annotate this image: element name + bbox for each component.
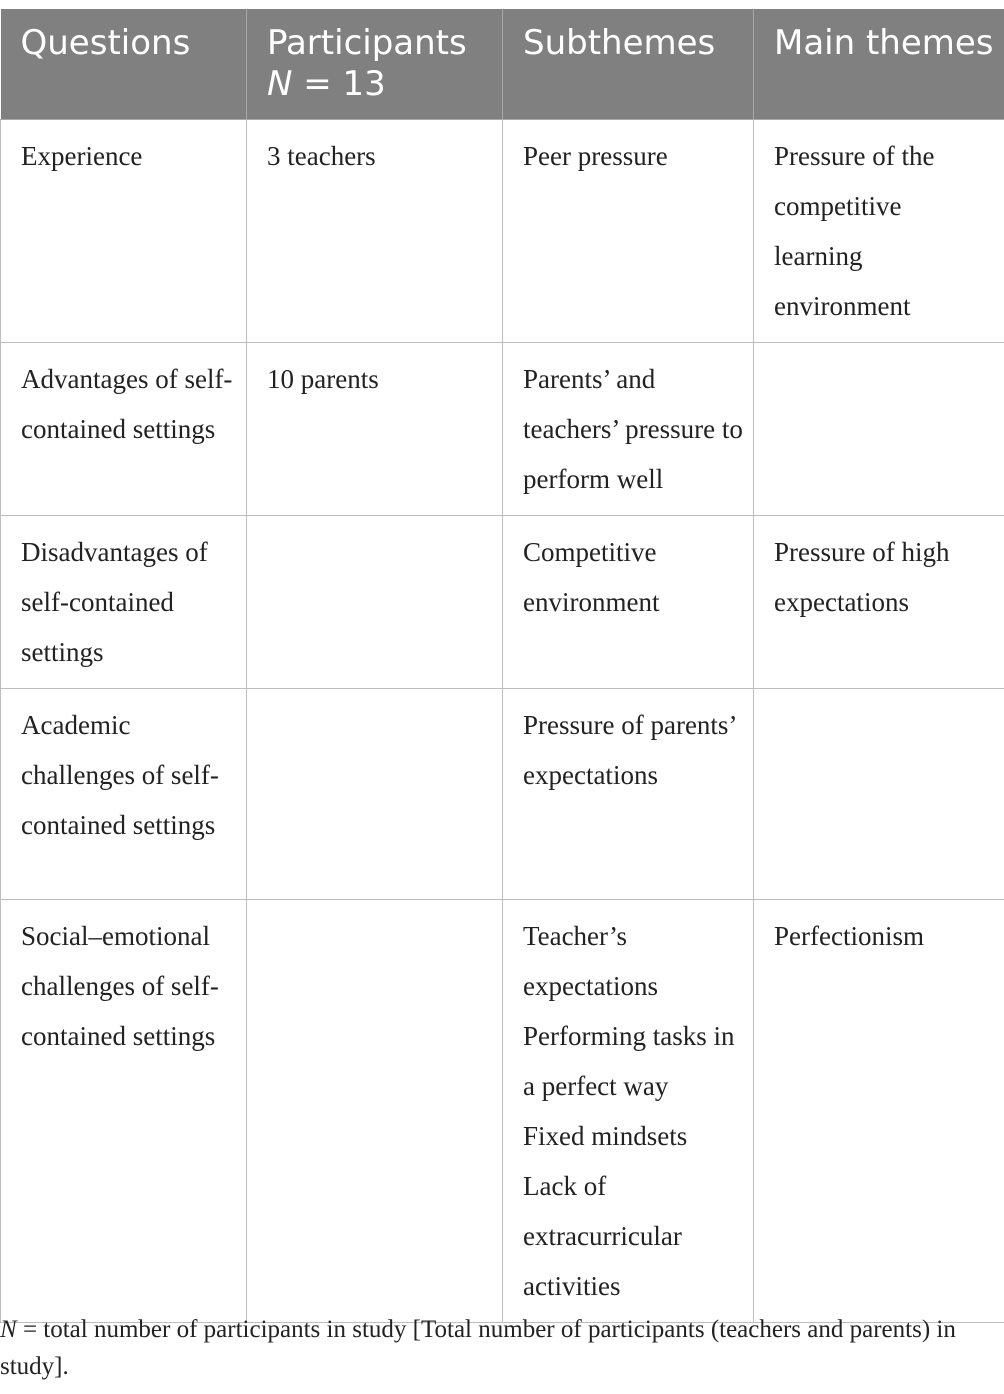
subtheme-item: Teacher’s expectations: [523, 921, 658, 1001]
subtheme-item: Fixed mindsets: [523, 1121, 688, 1151]
subtheme-item: Peer pressure: [523, 141, 668, 171]
header-main-themes: Main themes: [754, 9, 1004, 120]
main-theme-cell: [754, 689, 1004, 900]
n-value: = 13: [292, 64, 386, 104]
subtheme-item: Pressure of parents’ expectations: [523, 710, 736, 790]
header-participants-label: Participants: [267, 23, 467, 63]
question-cell: Experience: [1, 120, 247, 343]
subthemes-cell: [503, 900, 754, 1323]
themes-table: [0, 9, 1004, 1323]
subtheme-item: Performing tasks in a perfect way: [523, 1021, 735, 1101]
subtheme-item: Competitive environment: [523, 537, 660, 617]
main-theme-cell: Perfectionism: [754, 900, 1004, 1323]
subthemes-cell: [503, 516, 754, 689]
table-row: [1, 120, 1004, 343]
subthemes-cell: [503, 343, 754, 516]
question-cell: Social–emotional challenges of self-contained settings: [1, 900, 247, 1323]
main-theme-cell: Pressure of high expectations: [754, 516, 1004, 689]
main-theme-cell: [754, 343, 1004, 516]
table-row: [1, 516, 1004, 689]
header-participants: [247, 9, 503, 120]
participants-cell: [247, 689, 503, 900]
subthemes-cell: [503, 689, 754, 900]
participants-cell: 3 teachers: [247, 120, 503, 343]
footnote-n-symbol: N: [0, 1316, 17, 1343]
table-footnote: [0, 1311, 1000, 1385]
table-row: [1, 343, 1004, 516]
participants-cell: [247, 900, 503, 1323]
participants-cell: [247, 516, 503, 689]
header-row: [1, 9, 1004, 120]
subtheme-item: Lack of extracurricular activities: [523, 1171, 682, 1301]
header-questions: Questions: [1, 9, 247, 120]
question-cell: Academic challenges of self-contained settings: [1, 689, 247, 900]
main-theme-cell: Pressure of the competitive learning environment: [754, 120, 1004, 343]
question-cell: Advantages of self-contained settings: [1, 343, 247, 516]
subtheme-item: Parents’ and teachers’ pressure to perform well: [523, 364, 743, 494]
question-cell: Disadvantages of self-contained settings: [1, 516, 247, 689]
n-symbol: N: [267, 64, 293, 104]
table-row: [1, 689, 1004, 900]
subthemes-cell: [503, 120, 754, 343]
header-subthemes: Subthemes: [503, 9, 754, 120]
table-row: [1, 900, 1004, 1323]
participants-cell: 10 parents: [247, 343, 503, 516]
footnote-text: = total number of participants in study [Total number of participants (teachers and parents) in study].: [0, 1316, 956, 1380]
header-participants-count: [267, 64, 492, 105]
